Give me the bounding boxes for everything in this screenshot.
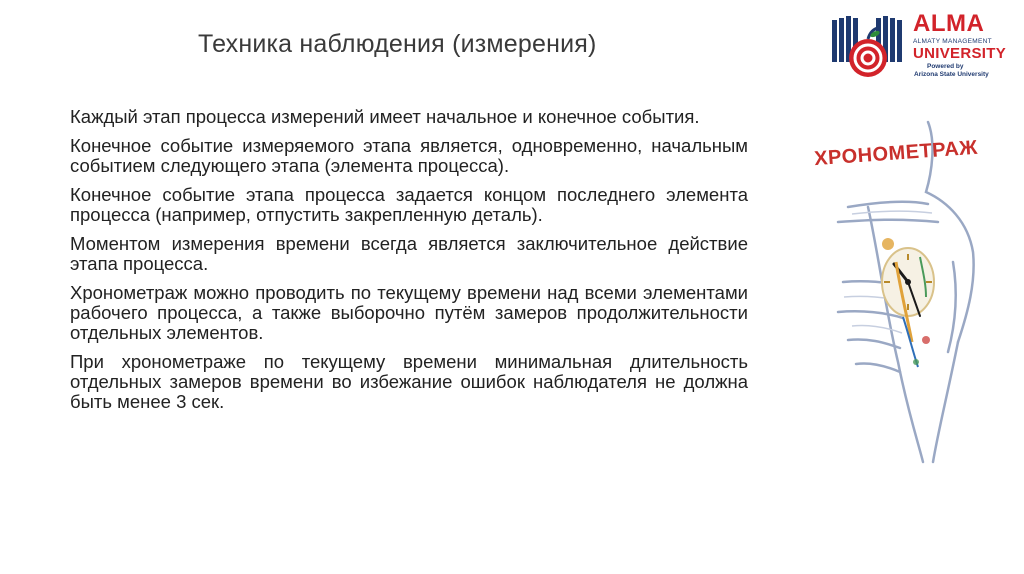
slide-body bbox=[70, 107, 748, 421]
logo-alma-text: ALMA bbox=[913, 10, 985, 37]
chronometry-illustration bbox=[808, 112, 986, 468]
illustration-banner-text: ХРОНОМЕТРАЖ bbox=[813, 136, 979, 171]
alma-university-logo bbox=[826, 12, 1006, 92]
paragraph: Каждый этап процесса измерений имеет начальное и конечное события. bbox=[70, 106, 700, 127]
paragraph: Конечное событие измеряемого этапа является, одновременно, начальным событием следующего этапа (элемента процесса). bbox=[70, 135, 748, 176]
book-apple-icon bbox=[826, 14, 910, 84]
logo-powered-text: Powered by bbox=[927, 63, 964, 70]
logo-university-text: UNIVERSITY bbox=[913, 45, 1007, 62]
paragraph: При хронометраже по текущему времени минимальная длительность отдельных замеров времени во избежание ошибок наблюдателя не должна быть менее 3 сек. bbox=[70, 351, 748, 412]
paragraph: Хронометраж можно проводить по текущему времени над всеми элементами рабочего процесса, а также выборочно путём замеров продолжительности отдельных элементов. bbox=[70, 282, 748, 343]
paragraph: Моментом измерения времени всегда является заключительное действие этапа процесса. bbox=[70, 233, 748, 274]
logo-asu-text: Arizona State University bbox=[914, 71, 989, 78]
slide-title: Техника наблюдения (измерения) bbox=[198, 30, 597, 58]
hand-clock-illustration bbox=[808, 112, 986, 468]
paragraph: Конечное событие этапа процесса задается концом последнего элемента процесса (например, отпустить закрепленную деталь). bbox=[70, 184, 748, 225]
logo-almaty-text: ALMATY MANAGEMENT bbox=[913, 38, 992, 45]
